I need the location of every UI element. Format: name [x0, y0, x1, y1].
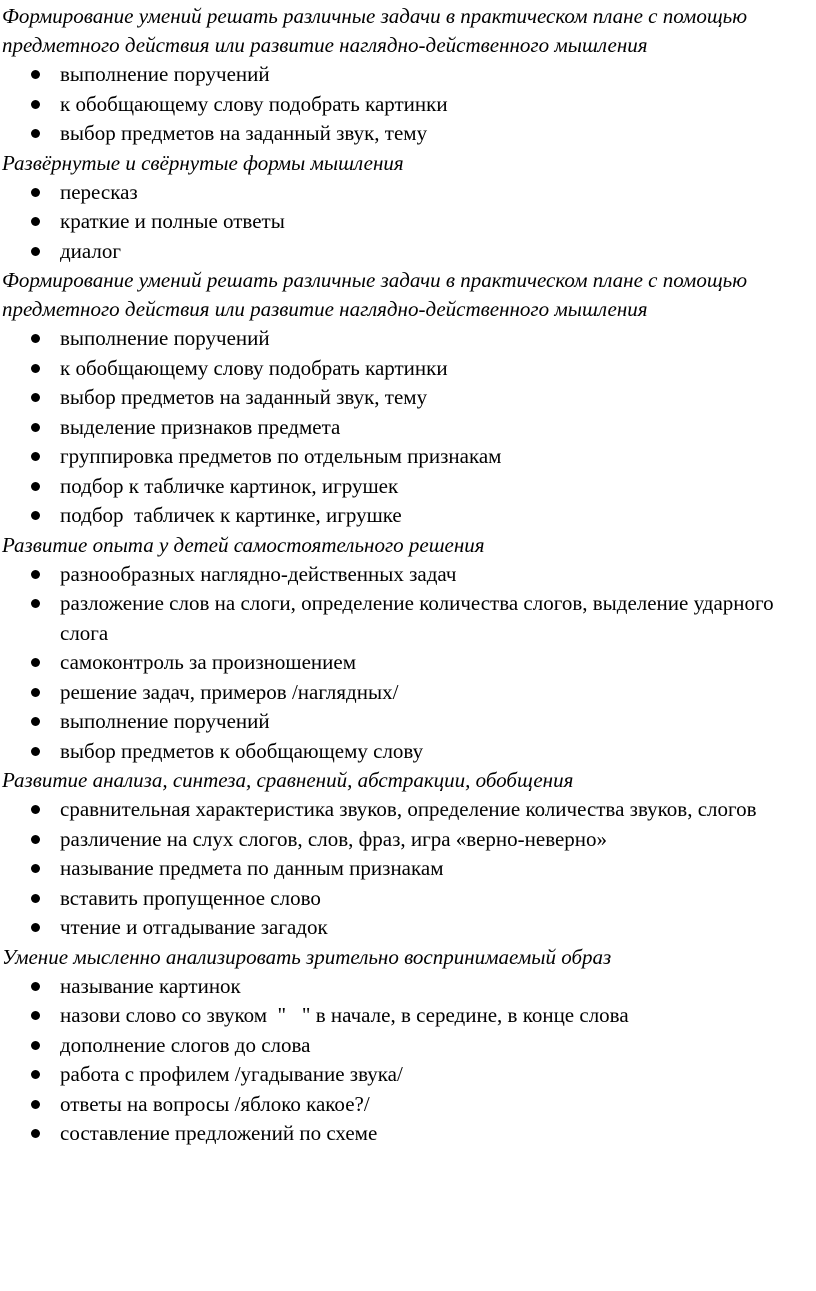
list-item — [2, 1119, 812, 1149]
list-item — [2, 119, 812, 149]
bullet-icon — [31, 894, 40, 903]
list-item-text: пересказ — [60, 179, 138, 204]
section-analysis-synthesis — [2, 766, 812, 943]
list-item-text: группировка предметов по отдельным признакам — [60, 444, 502, 468]
bullet-icon — [31, 511, 40, 520]
bullet-icon — [31, 864, 40, 873]
bullet-icon — [31, 188, 40, 197]
bullet-icon — [31, 393, 40, 402]
bullet-icon — [31, 688, 40, 697]
list-item-text: к обобщающему слову подобрать картинки — [60, 355, 448, 380]
bullet-list — [2, 972, 812, 1149]
list-item — [2, 707, 812, 737]
section-heading: Развёрнутые и свёрнутые формы мышления — [2, 150, 404, 175]
bullet-icon — [31, 923, 40, 932]
list-item — [2, 207, 812, 237]
bullet-list — [2, 178, 812, 267]
bullet-icon — [31, 423, 40, 432]
bullet-icon — [31, 129, 40, 138]
list-item — [2, 795, 812, 825]
list-item-text: самоконтроль за произношением — [60, 650, 356, 674]
list-item — [2, 854, 812, 884]
list-item — [2, 90, 812, 120]
bullet-icon — [31, 100, 40, 109]
list-item — [2, 884, 812, 914]
bullet-icon — [31, 452, 40, 461]
list-item — [2, 589, 812, 648]
bullet-icon — [31, 1129, 40, 1138]
list-item-text: сравнительная характеристика звуков, определение количества звуков, слогов — [60, 797, 757, 821]
list-item — [2, 178, 812, 208]
list-item-text: разложение слов на слоги, определение количества слогов, выделение ударного слога — [60, 591, 774, 645]
bullet-icon — [31, 1070, 40, 1079]
bullet-icon — [31, 1100, 40, 1109]
list-item — [2, 383, 812, 413]
list-item — [2, 913, 812, 943]
bullet-list — [2, 795, 812, 943]
list-item-text: выполнение поручений — [60, 326, 270, 350]
section-heading: Умение мысленно анализировать зрительно воспринимаемый образ — [2, 944, 612, 969]
bullet-icon — [31, 747, 40, 756]
list-item — [2, 1090, 812, 1120]
list-item-text: выбор предметов на заданный звук, тему — [60, 121, 428, 145]
list-item — [2, 354, 812, 384]
list-item-text: подбор табличек к картинке, игрушке — [60, 503, 402, 527]
list-item — [2, 825, 812, 855]
section-thinking-forms — [2, 149, 812, 267]
bullet-list — [2, 60, 812, 149]
list-item-text: называние картинок — [60, 973, 241, 998]
bullet-icon — [31, 1011, 40, 1020]
list-item-text: выбор предметов на заданный звук, тему — [60, 385, 428, 409]
list-item-text: выполнение поручений — [60, 62, 270, 86]
list-item-text: выполнение поручений — [60, 709, 270, 733]
list-item — [2, 1031, 812, 1061]
list-item-text: выбор предметов к обобщающему слову — [60, 738, 424, 763]
list-item — [2, 737, 812, 767]
section-heading: Развитие опыта у детей самостоятельного решения — [2, 532, 485, 557]
bullet-icon — [31, 717, 40, 726]
bullet-icon — [31, 570, 40, 579]
section-visual-analysis — [2, 943, 812, 1149]
bullet-list — [2, 560, 812, 767]
bullet-icon — [31, 658, 40, 667]
list-item-text: вставить пропущенное слово — [60, 885, 321, 910]
bullet-icon — [31, 247, 40, 256]
bullet-icon — [31, 70, 40, 79]
list-item-text: называние предмета по данным признакам — [60, 856, 444, 880]
list-item-text: диалог — [60, 238, 122, 263]
bullet-icon — [31, 482, 40, 491]
section-independent-solving — [2, 531, 812, 767]
list-item-text: выделение признаков предмета — [60, 414, 341, 439]
list-item-text: подбор к табличке картинок, игрушек — [60, 473, 399, 498]
section-heading: Формирование умений решать различные задачи в практическом плане с помощью предметного действия или развитие наглядно-действенного мышления — [2, 4, 748, 57]
list-item — [2, 237, 812, 267]
list-item — [2, 560, 812, 590]
list-item-text: работа с профилем /угадывание звука/ — [60, 1062, 403, 1086]
list-item-text: дополнение слогов до слова — [60, 1032, 311, 1057]
list-item-text: к обобщающему слову подобрать картинки — [60, 91, 448, 116]
bullet-icon — [31, 364, 40, 373]
list-item — [2, 972, 812, 1002]
list-item — [2, 678, 812, 708]
list-item-text: ответы на вопросы /яблоко какое?/ — [60, 1091, 370, 1116]
section-heading: Формирование умений решать различные задачи в практическом плане с помощью предметного действия или развитие наглядно-действенного мышления — [2, 268, 748, 321]
bullet-icon — [31, 805, 40, 814]
list-item — [2, 413, 812, 443]
list-item-text: составление предложений по схеме — [60, 1121, 378, 1145]
list-item-text: краткие и полные ответы — [60, 209, 285, 233]
list-item — [2, 60, 812, 90]
section-thinking-practical-1 — [2, 2, 812, 149]
list-item — [2, 324, 812, 354]
list-item-text: чтение и отгадывание загадок — [60, 915, 328, 939]
bullet-list — [2, 324, 812, 531]
bullet-icon — [31, 1041, 40, 1050]
list-item — [2, 648, 812, 678]
bullet-icon — [31, 217, 40, 226]
list-item — [2, 442, 812, 472]
list-item-text: решение задач, примеров /наглядных/ — [60, 679, 399, 704]
list-item — [2, 472, 812, 502]
bullet-icon — [31, 982, 40, 991]
section-thinking-practical-2 — [2, 266, 812, 531]
list-item-text: различение на слух слогов, слов, фраз, игра «верно-неверно» — [60, 826, 608, 851]
list-item-text: разнообразных наглядно-действенных задач — [60, 561, 457, 586]
list-item-text: назови слово со звуком " " в начале, в середине, в конце слова — [60, 1003, 629, 1027]
section-heading: Развитие анализа, синтеза, сравнений, абстракции, обобщения — [2, 768, 574, 792]
list-item — [2, 1060, 812, 1090]
bullet-icon — [31, 599, 40, 608]
bullet-icon — [31, 334, 40, 343]
list-item — [2, 1001, 812, 1031]
bullet-icon — [31, 835, 40, 844]
list-item — [2, 501, 812, 531]
